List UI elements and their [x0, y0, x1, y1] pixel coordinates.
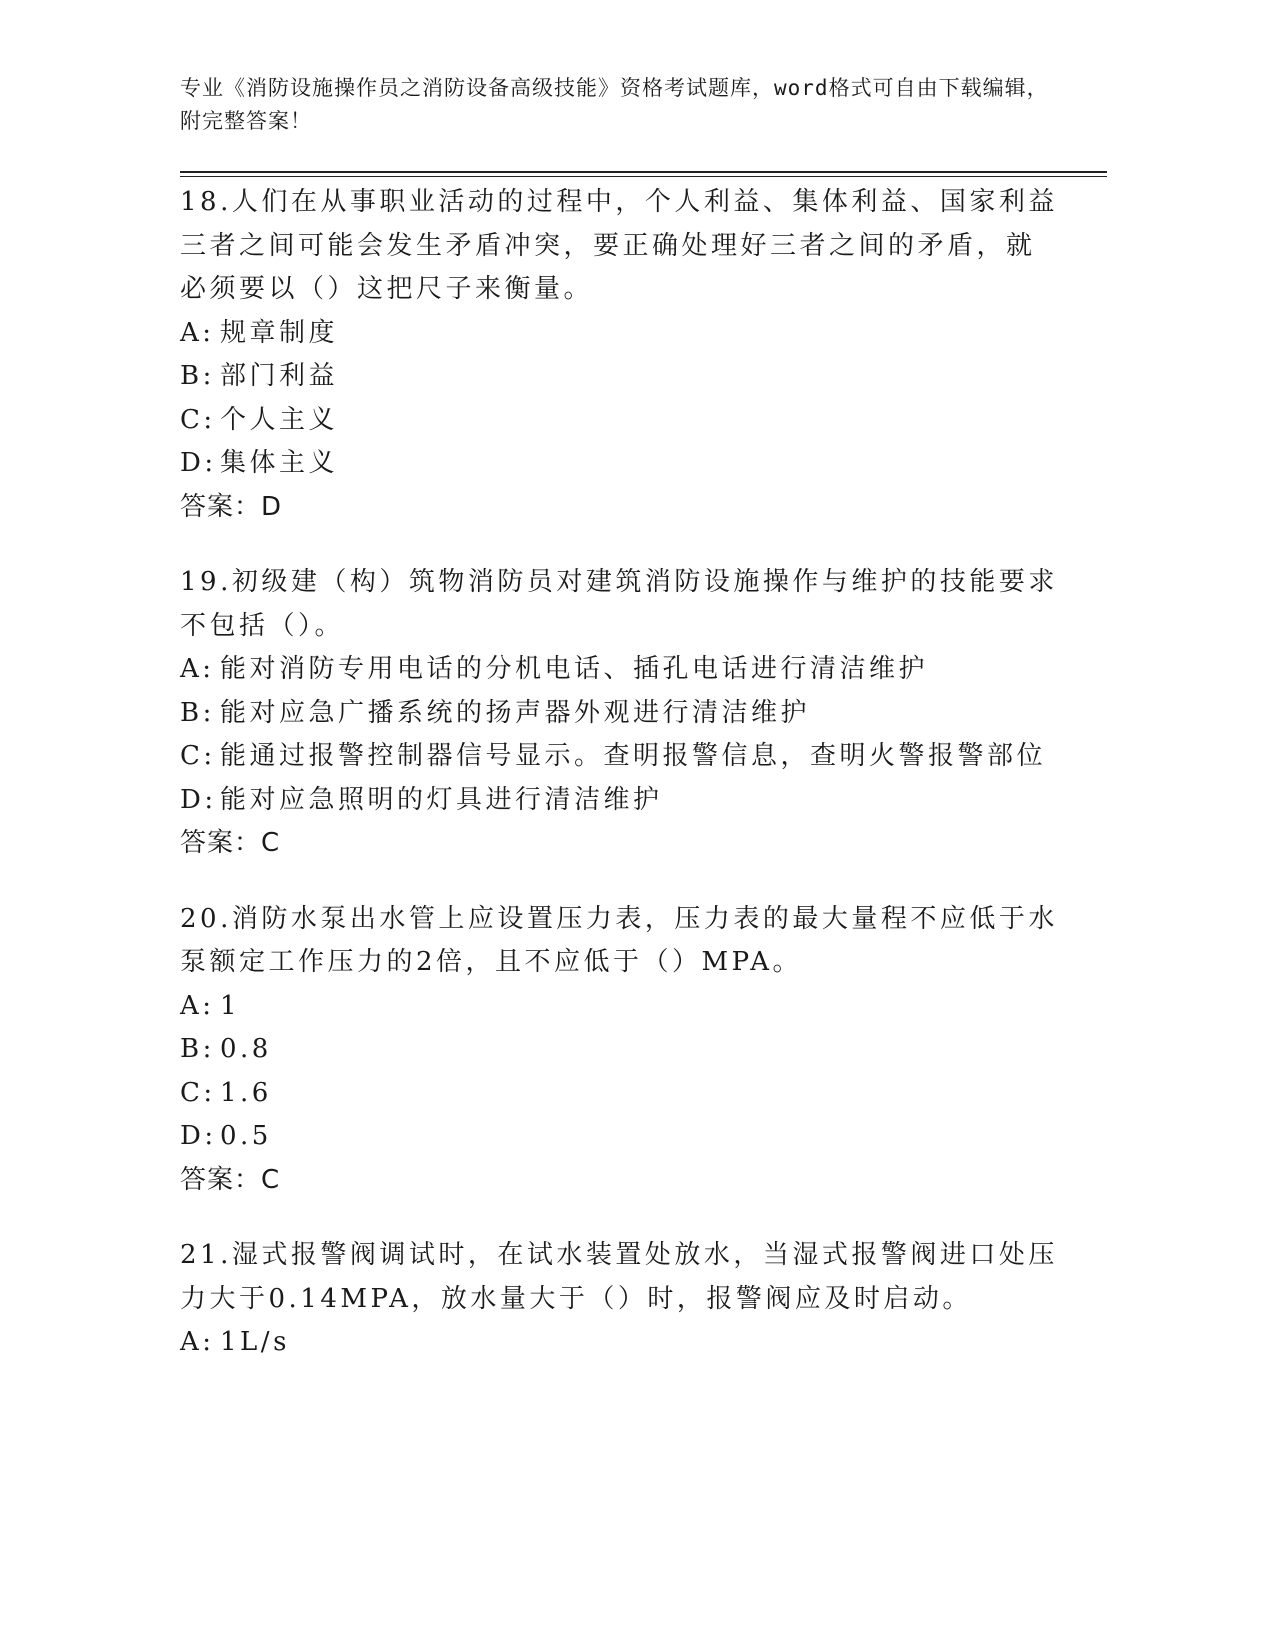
- option-text: 规章制度: [220, 317, 339, 348]
- option-text: 能对消防专用电话的分机电话、插孔电话进行清洁维护: [220, 654, 929, 684]
- option-letter: B:: [180, 697, 215, 728]
- question-18: [180, 181, 1060, 529]
- option-text: 部门利益: [220, 361, 339, 391]
- option-b: [180, 1028, 1060, 1072]
- answer-line: 答案：D: [180, 491, 283, 522]
- option-b: [180, 355, 1060, 399]
- option-d: [180, 442, 1060, 486]
- option-text: 能对应急照明的灯具进行清洁维护: [220, 784, 663, 815]
- option-b: [180, 692, 1060, 736]
- option-letter: C:: [180, 741, 216, 771]
- document-header: 专业《消防设施操作员之消防设备高级技能》资格考试题库，word格式可自由下载编辑，附完整答案！: [180, 76, 1049, 133]
- question-text: 18.人们在从事职业活动的过程中，个人利益、集体利益、国家利益三者之间可能会发生矛盾冲突，要正确处理好三者之间的矛盾，就必须要以（）这把尺子来衡量。: [180, 187, 1058, 304]
- option-a: [180, 648, 1060, 692]
- question-20: [180, 898, 1060, 1203]
- option-text: 能通过报警控制器信号显示。查明报警信息，查明火警报警部位: [220, 741, 1047, 771]
- option-a: [180, 985, 1060, 1029]
- option-text: 能对应急广播系统的扬声器外观进行清洁维护: [220, 697, 811, 728]
- option-a: [180, 1321, 1060, 1365]
- option-c: [180, 399, 1060, 443]
- option-letter: A:: [180, 1327, 215, 1357]
- option-text: 1L/s: [220, 1327, 290, 1357]
- option-letter: A:: [180, 654, 215, 684]
- option-text: 1: [220, 990, 241, 1021]
- option-letter: D:: [180, 784, 217, 815]
- option-text: 个人主义: [220, 404, 339, 435]
- option-c: [180, 1072, 1060, 1116]
- option-letter: C:: [180, 404, 216, 435]
- option-letter: B:: [180, 1034, 215, 1064]
- question-text: 20.消防水泵出水管上应设置压力表，压力表的最大量程不应低于水泵额定工作压力的2倍，且不应低于（）MPA。: [180, 903, 1058, 977]
- option-letter: D:: [180, 1121, 217, 1151]
- question-text: 19.初级建（构）筑物消防员对建筑消防设施操作与维护的技能要求不包括（）。: [180, 567, 1058, 641]
- option-c: [180, 735, 1060, 779]
- header-divider-thin: [180, 176, 1107, 177]
- option-text: 集体主义: [220, 448, 339, 478]
- header-divider: [180, 171, 1107, 173]
- option-text: 1.6: [220, 1077, 272, 1108]
- option-letter: A:: [180, 317, 215, 348]
- question-19: [180, 561, 1060, 866]
- option-text: 0.8: [220, 1034, 272, 1064]
- option-a: [180, 312, 1060, 356]
- question-list: [180, 181, 1060, 1397]
- question-21: [180, 1234, 1060, 1365]
- option-letter: B:: [180, 361, 215, 391]
- option-letter: A:: [180, 990, 215, 1021]
- question-text: 21.湿式报警阀调试时，在试水装置处放水，当湿式报警阀进口处压力大于0.14MPA，放水量大于（）时，报警阀应及时启动。: [180, 1240, 1058, 1314]
- option-text: 0.5: [220, 1121, 272, 1151]
- option-letter: D:: [180, 448, 217, 478]
- option-d: [180, 1115, 1060, 1159]
- answer-line: 答案：C: [180, 1164, 281, 1195]
- option-d: [180, 779, 1060, 823]
- answer-line: 答案：C: [180, 828, 281, 858]
- option-letter: C:: [180, 1077, 216, 1108]
